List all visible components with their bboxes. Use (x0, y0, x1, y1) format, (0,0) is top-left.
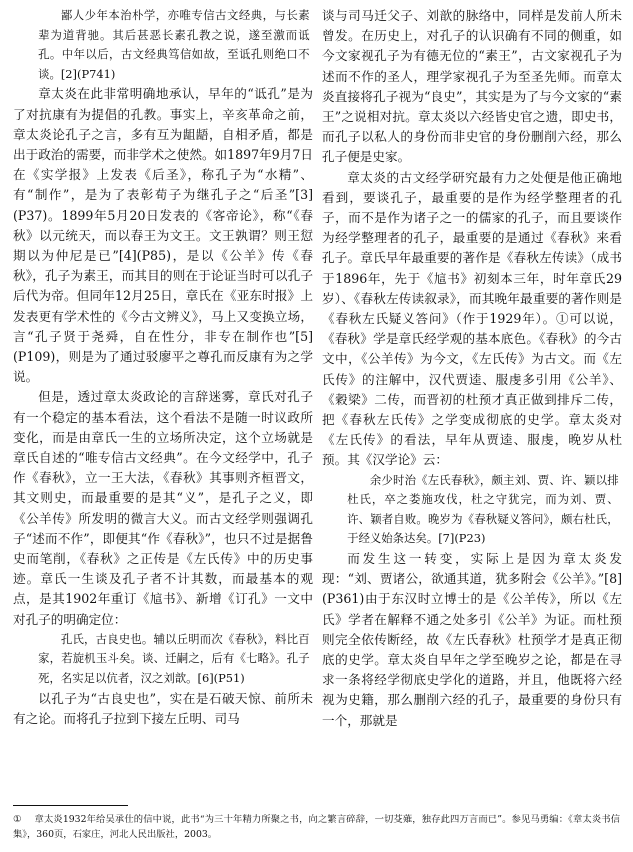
paragraph-stable-view: 但是，透过章太炎政论的言辞迷雾，章氏对孔子有一个稳定的基本看法，这个看法不是随一时议政所变化，而是由章氏一生的立场所决定，这个立场就是章氏自述的“唯专信古文经典”。在今文经学中，孔子作《春秋》，立一王大法，《春秋》其事则齐桓晋文，其文则史，而最重要的是其“义”，是孔子之义，即《公羊传》所发明的微言大义。而古文经学则强调孔子“述而不作”，即便其“作《春秋》”，也只不过是据鲁史而笔削，《春秋》之正传是《左氏传》中的历史事迹。章氏一生谈及孔子者不计其数，而最基本的观点，是其1902年重订《訄书》、新增《订孔》一文中对孔子的明确定位： (13, 389, 313, 627)
paragraph-transformation: 而发生这一转变，实际上是因为章太炎发现：“刘、贾诸公，欲通其道，犹多附会《公羊》。”[8](P361)由于东汉时立博士的是《公羊传》，所以《左氏》学者在解释不通之处多引《公羊》为证。而杜预则完全依传断经，故《左氏春秋》杜预学才是真正彻底的史学。章太炎自早年之学至晚岁之论，都是在寻求一条将经学彻底史学化的道路，并且，他既将六经视为史籍，那么删削六经的孔子，最重要的身份只有一个，那就是 (322, 551, 622, 728)
paragraph-good-historian: 以孔子为“古良史也”，实在是石破天惊、前所未有之论。而将孔子拉到下接左丘明、司马 (13, 690, 313, 726)
block-quote-zhang-letter: 鄙人少年本治朴学，亦唯专信古文经典，与长素辈为道背驰。其后甚恶长素孔教之说，遂至激而诋孔。中年以后，古文经典笃信如故，至诋孔则绝口不谈。[2](P741) (38, 8, 310, 81)
paragraph-chunqiu-tail: 可以说，《春秋》学是章氏经学观的基本底色。《春秋》的今古文中，《公羊传》为今文，《左氏传》为古文。而《左氏传》的注解中，汉代贾逵、服虔多引用《公羊》、《穀梁》二传，而晋初的杜预才真正做到排斥二传，把《春秋左氏传》之学变成彻底的史学。章太炎对《左氏传》的看法，早年从贾逵、服虔，晚岁从杜预。其《汉学论》云： (322, 311, 622, 468)
paragraph-chunqiu-text: 章太炎的古文经学研究最有力之处便是他正确地看到，要谈孔子，最重要的是作为经学整理者的孔子，而不是作为诸子之一的儒家的孔子，而且要谈作为经学整理者的孔子，最重要的是通过《春秋》来看孔子。章氏早年最重要的著作是《春秋左传读》（成书于1896年，先于《訄书》初刻本三年，时年章氏29岁）、《春秋左传读叙录》，而其晚年最重要的著作则是《春秋左氏疑义答问》（作于1929年）。 (322, 169, 622, 327)
block-quote-ding-kong: 孔氏，古良史也。辅以丘明而次《春秋》，料比百家，若旋机玉斗矣。谈、迁嗣之，后有《七略》。孔子死，名实足以伉者，汉之刘歆。[6](P51) (38, 631, 310, 686)
block-quote-hanxue-lun: 余少时治《左氏春秋》，颇主刘、贾、许、颖以排杜氏，卒之娄施攻伐，杜之守犹完，而为刘、贾、许、颖者自败。晚岁为《春秋疑义答问》，颇右杜氏，于经义始条达矣。[7](P23) (347, 472, 619, 546)
footnote (13, 812, 620, 842)
footnote-mark: ① (13, 814, 22, 825)
footnote-text: 章太炎1932年给吴承仕的信中说，此书“为三十年精力所聚之书，向之繁言碎辞，一切芟薙，独存此四万言而已”。参见马勇编：《章太炎书信集》，360页，石家庄，河北人民出版社，2003。 (13, 814, 620, 840)
footnote-reference[interactable]: ① (555, 311, 570, 327)
paragraph-continued: 谈与司马迁父子、刘歆的脉络中，同样是发前人所未曾发。在历史上，对孔子的认识确有不同的侧重，如今文家视孔子为有德无位的“素王”，古文家视孔子为述而不作的圣人，理学家视孔子为至圣先师。而章太炎直接将孔子视为“良史”，其实是为了与今文家的“素王”之说相对抗。章太炎以六经皆史官之遗，即史书，而孔子以私人的身份而非史官的身份删削六经，那么孔子便是史家。 (322, 8, 622, 165)
paragraph-criticism-of-confucius: 章太炎在此非常明确地承认，早年的“诋孔”是为了对抗康有为提倡的孔教。事实上，辛亥革命之前，章太炎论孔子之言，多有互为龃龉，自相矛盾，都是出于政治的需要，而非学术之使然。如1897年9月7日在《实学报》上发表《后圣》，称孔子为“水精”、有“制作”，是为了表彰荀子为继孔子之“后圣”[3](P37)。1899年5月20日发表的《客帝论》，称“《春秋》以元统天，而以春王为文王。文王孰谓？则王愆期以为仲尼是已”[4](P85)，是以《公羊》传《春秋》，孔子为素王，而其目的则在于论证当时可以孔子后代为帝。但同年12月25日，章氏在《亚东时报》上发表更有学术性的《今古文辨义》，马上又变换立场，言“孔子贤于尧舜，自在性分，非专在制作也”[5](P109)，则是为了通过驳廖平之尊孔而反康有为之学说。 (13, 86, 313, 385)
paragraph-chunqiu-study (322, 168, 622, 471)
right-column (322, 6, 622, 731)
left-column (13, 6, 313, 729)
footnote-divider (13, 805, 128, 806)
